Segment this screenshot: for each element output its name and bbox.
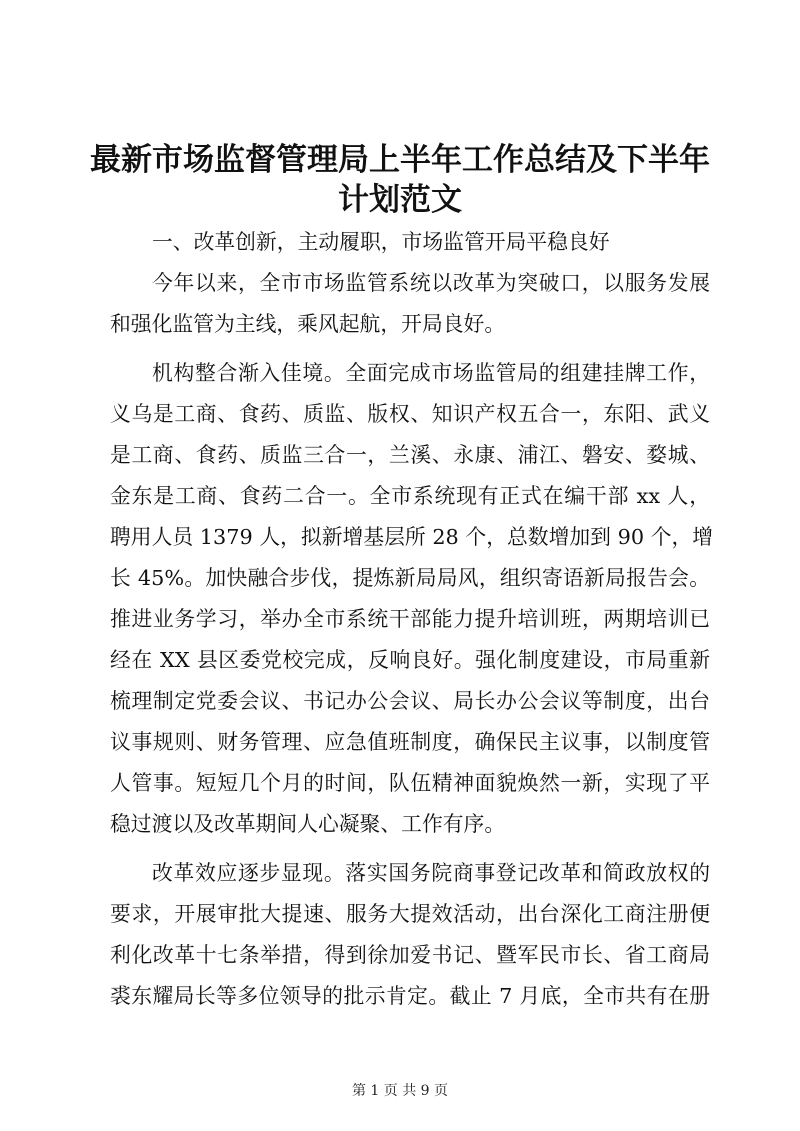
paragraph-line: 人管事。短短几个月的时间，队伍精神面貌焕然一新，实现了平 <box>110 771 710 795</box>
paragraph-line: 改革效应逐步显现。落实国务院商事登记改革和简政放权的 <box>152 861 710 885</box>
document-body <box>110 222 714 1017</box>
paragraph-line: 稳过渡以及改革期间人心凝聚、工作有序。 <box>110 812 506 836</box>
paragraph-line: 利化改革十七条举措，得到徐加爱书记、暨军民市长、省工商局 <box>110 943 710 967</box>
paragraph-line: 金东是工商、食药二合一。全市系统现有正式在编干部 xx 人， <box>110 484 710 508</box>
paragraph-line: 今年以来，全市市场监管系统以改革为突破口，以服务发展 <box>152 271 710 295</box>
section-heading: 一、改革创新，主动履职，市场监管开局平稳良好 <box>152 230 610 254</box>
paragraph-line: 经在 XX 县区委党校完成，反响良好。强化制度建设，市局重新 <box>110 648 710 672</box>
paragraph-line: 是工商、食药、质监三合一，兰溪、永康、浦江、磐安、婺城、 <box>110 443 710 467</box>
document-title-line-2: 计划范文 <box>338 182 462 218</box>
paragraph-line: 长 45%。加快融合步伐，提炼新局局风，组织寄语新局报告会。 <box>110 566 710 590</box>
paragraph-line: 和强化监管为主线，乘风起航，开局良好。 <box>110 312 506 336</box>
document-title-line-1: 最新市场监督管理局上半年工作总结及下半年 <box>90 142 710 178</box>
paragraph-line: 义乌是工商、食药、质监、版权、知识产权五合一，东阳、武义 <box>110 402 710 426</box>
paragraph-line: 裘东耀局长等多位领导的批示肯定。截止 7 月底，全市共有在册 <box>110 984 710 1008</box>
paragraph-line: 要求，开展审批大提速、服务大提效活动，出台深化工商注册便 <box>110 902 710 926</box>
paragraph-line: 议事规则、财务管理、应急值班制度，确保民主议事，以制度管 <box>110 730 710 754</box>
paragraph-line: 推进业务学习，举办全市系统干部能力提升培训班，两期培训已 <box>110 607 710 631</box>
paragraph-line: 机构整合渐入佳境。全面完成市场监管局的组建挂牌工作， <box>152 361 710 385</box>
paragraph-line: 聘用人员 1379 人，拟新增基层所 28 个，总数增加到 90 个，增 <box>110 525 714 549</box>
paragraph-line: 梳理制定党委会议、书记办公会议、局长办公会议等制度，出台 <box>110 689 710 713</box>
page-number-footer: 第 1 页 共 9 页 <box>351 1083 449 1099</box>
